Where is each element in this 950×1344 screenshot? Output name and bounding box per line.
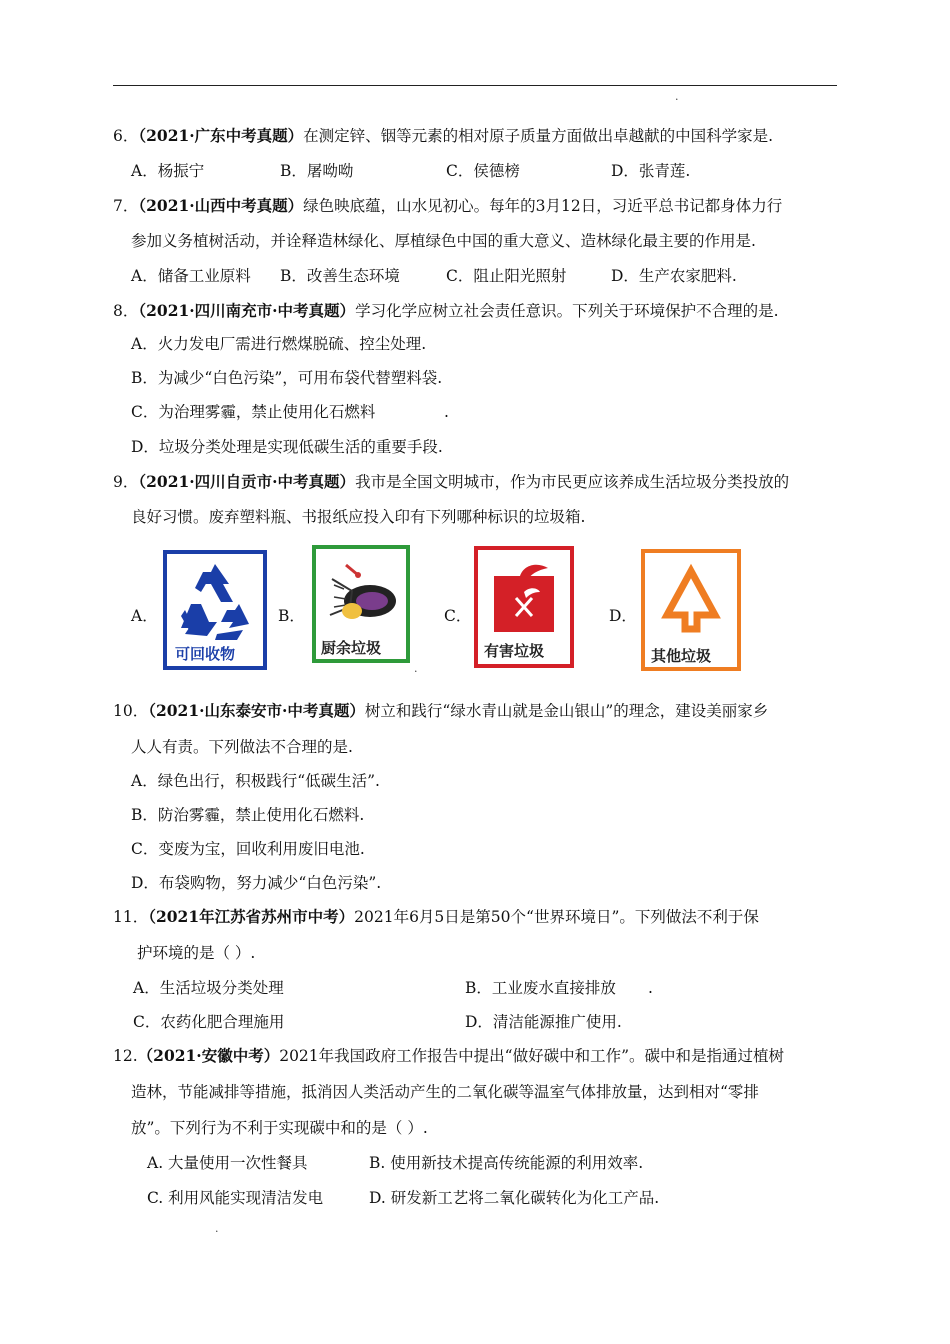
question-number: 12. xyxy=(113,1047,138,1065)
q9-option-a: A． xyxy=(131,607,158,625)
question-source: （2021·四川南充市·中考真题） xyxy=(138,301,356,320)
q10-option-a: A．绿色出行，积极践行“低碳生活”. xyxy=(131,772,380,790)
question-source: （2021·广东中考真题） xyxy=(138,126,304,145)
question-9 xyxy=(113,471,789,493)
question-source: （2021·四川自贡市·中考真题） xyxy=(138,472,356,491)
q8-option-b: B．为减少“白色污染”，可用布袋代替塑料袋. xyxy=(131,369,443,387)
question-11 xyxy=(113,906,759,928)
question-number: 8． xyxy=(113,302,139,320)
question-text: 2021年我国政府工作报告中提出“做好碳中和工作”。碳中和是指通过植树 xyxy=(279,1047,784,1065)
q11-option-b-trail: . xyxy=(648,979,653,997)
question-10 xyxy=(113,700,768,722)
question-number: 6． xyxy=(113,127,139,145)
other-waste-sign xyxy=(641,549,741,671)
q10-option-b: B．防治雾霾，禁止使用化石燃料. xyxy=(131,806,365,824)
question-text: 学习化学应树立社会责任意识。下列关于环境保护不合理的是. xyxy=(355,302,779,320)
question-7-cont: 参加义务植树活动，并诠释造林绿化、厚植绿色中国的重大意义、造林绿化最主要的作用是. xyxy=(131,232,756,250)
question-text: 2021年6月5日是第50个“世界环境日”。下列做法不利于保 xyxy=(354,908,759,926)
q6-option-b: B．屠呦呦 xyxy=(280,162,354,180)
q6-option-a: A．杨振宁 xyxy=(131,162,205,180)
q10-option-d: D．布袋购物，努力减少“白色污染”. xyxy=(131,874,382,892)
q7-option-a: A．储备工业原料 xyxy=(131,267,251,285)
hazardous-sign xyxy=(474,546,574,668)
q11-option-d: D．清洁能源推广使用. xyxy=(465,1013,622,1031)
question-number: 10． xyxy=(113,702,149,720)
sign-label: 可回收物 xyxy=(175,645,236,663)
question-number: 7． xyxy=(113,197,139,215)
question-12-cont: 造林，节能减排等措施，抵消因人类活动产生的二氧化碳等温室气体排放量，达到相对“零排 xyxy=(131,1083,759,1101)
question-source: （2021年江苏省苏州市中考） xyxy=(148,907,355,926)
q9-dot: . xyxy=(414,662,418,675)
q8-option-d: D．垃圾分类处理是实现低碳生活的重要手段. xyxy=(131,438,443,456)
sign-label: 有害垃圾 xyxy=(484,642,545,660)
question-10-cont: 人人有责。下列做法不合理的是. xyxy=(131,738,353,756)
q10-option-c: C．变废为宝，回收利用废旧电池. xyxy=(131,840,365,858)
q7-option-d: D．生产农家肥料. xyxy=(611,267,737,285)
question-12-cont2: 放”。下列行为不利于实现碳中和的是（ ）. xyxy=(131,1119,428,1137)
q8-option-c-trail: . xyxy=(444,403,449,421)
q9-option-b: B． xyxy=(278,607,305,625)
question-source: （2021·安徽中考） xyxy=(137,1046,280,1065)
question-number: 11． xyxy=(113,908,149,926)
header-rule xyxy=(113,85,837,86)
question-text: 绿色映底蕴，山水见初心。每年的3月12日，习近平总书记都身体力行 xyxy=(303,197,783,215)
q12-option-d: D. 研发新工艺将二氧化碳转化为化工产品. xyxy=(369,1189,660,1207)
q6-option-d: D．张青莲. xyxy=(611,162,691,180)
q9-option-d: D． xyxy=(609,607,637,625)
header-dot: . xyxy=(675,90,679,103)
question-source: （2021·山东泰安市·中考真题） xyxy=(148,701,365,720)
sign-label: 其他垃圾 xyxy=(651,647,712,665)
q11-option-c: C．农药化肥合理施用 xyxy=(133,1013,285,1031)
question-11-cont: 护环境的是（ ）. xyxy=(137,944,256,962)
footer-dot: . xyxy=(215,1222,219,1235)
sign-label: 厨余垃圾 xyxy=(321,639,382,657)
q7-option-c: C．阻止阳光照射 xyxy=(446,267,567,285)
question-number: 9． xyxy=(113,473,139,491)
q12-option-b: B. 使用新技术提高传统能源的利用效率. xyxy=(369,1154,644,1172)
question-text: 在测定锌、铟等元素的相对原子质量方面做出卓越献的中国科学家是. xyxy=(303,127,774,145)
question-text: 我市是全国文明城市，作为市民更应该养成生活垃圾分类投放的 xyxy=(355,473,790,491)
q7-option-b: B．改善生态环境 xyxy=(280,267,400,285)
q12-option-a: A. 大量使用一次性餐具 xyxy=(147,1154,308,1172)
question-8 xyxy=(113,300,779,322)
q12-option-c: C. 利用风能实现清洁发电 xyxy=(147,1189,324,1207)
question-text: 树立和践行“绿水青山就是金山银山”的理念，建设美丽家乡 xyxy=(364,702,769,720)
recyclable-sign xyxy=(163,550,267,670)
q11-option-a: A．生活垃圾分类处理 xyxy=(133,979,284,997)
question-7 xyxy=(113,195,782,217)
q11-option-b: B．工业废水直接排放 xyxy=(465,979,616,997)
kitchen-waste-sign xyxy=(312,545,410,663)
q9-option-c: C． xyxy=(444,607,472,625)
q8-option-a: A．火力发电厂需进行燃煤脱硫、控尘处理. xyxy=(131,335,427,353)
q6-option-c: C．侯德榜 xyxy=(446,162,520,180)
question-6 xyxy=(113,125,773,147)
question-12 xyxy=(113,1045,784,1067)
question-source: （2021·山西中考真题） xyxy=(138,196,304,215)
question-9-cont: 良好习惯。废弃塑料瓶、书报纸应投入印有下列哪种标识的垃圾箱. xyxy=(131,508,586,526)
q8-option-c: C．为治理雾霾，禁止使用化石燃料 xyxy=(131,403,376,421)
